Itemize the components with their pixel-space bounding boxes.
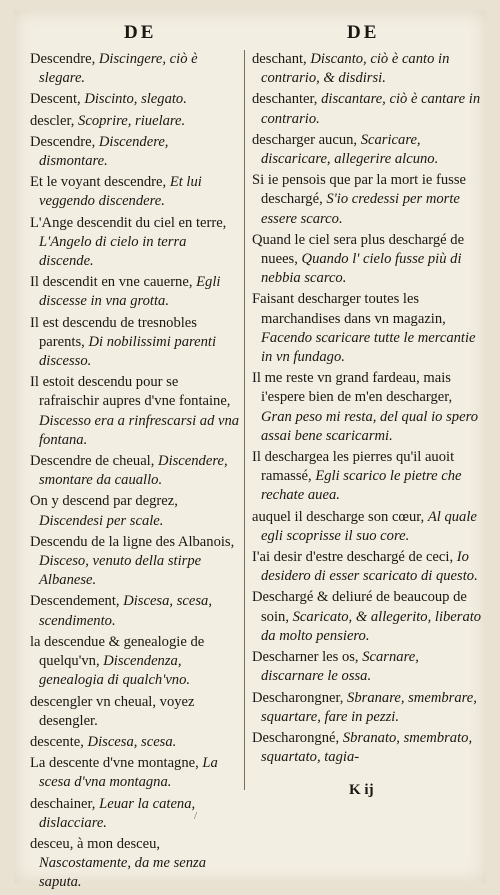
italian-translation: Scaricare, discaricare, allegerire alcuno. — [261, 131, 439, 168]
dictionary-entry — [30, 533, 240, 591]
french-headword: Descharner les os, — [252, 649, 363, 666]
italian-translation: Et lui veggendo discendere. — [39, 174, 202, 210]
left-column — [30, 50, 240, 895]
french-headword: On y descend par degrez, — [30, 493, 178, 510]
french-headword: Faisant descharger toutes les marchandises dans vn magazin, — [252, 291, 446, 327]
dictionary-entry — [30, 50, 240, 88]
dictionary-entry — [252, 50, 482, 88]
french-headword: Descendre, — [30, 133, 99, 150]
dictionary-entry — [252, 588, 482, 646]
italian-translation: Leuar la catena, dislacciare. — [39, 795, 196, 831]
italian-translation: Sbranare, smembrare, squartare, fare in pezzi. — [261, 689, 477, 725]
italian-translation: Io desidero di esser scaricato di questo. — [261, 549, 478, 585]
french-headword: Descharongner, — [252, 689, 348, 706]
french-headword: L'Ange descendit du ciel en terre, — [30, 214, 227, 231]
column-divider — [244, 50, 245, 790]
italian-translation: Discesa, scesa, scendimento. — [39, 593, 212, 629]
italian-translation: Disceso, venuto della stirpe Albanese. — [39, 553, 202, 589]
french-headword: descengler vn cheual, voyez desengler. — [30, 693, 195, 729]
italian-translation: Scaricato, & allegerito, liberato da molto pensiero. — [261, 608, 482, 644]
dictionary-entry — [30, 835, 240, 893]
dictionary-entry — [30, 273, 240, 311]
french-headword: Il deschargea les pierres qu'il auoit ramassé, — [252, 449, 455, 485]
italian-translation: Discesa, scesa. — [87, 733, 177, 750]
french-headword: auquel il descharge son cœur, — [252, 508, 428, 525]
signature-mark: K ij — [349, 782, 374, 798]
italian-translation: discantare, ciò è cantare in contrario. — [261, 91, 481, 127]
italian-translation: Sbranato, smembrato, squartato, tagia- — [261, 729, 473, 766]
dictionary-entry — [30, 633, 240, 691]
italian-translation: Facendo scaricare tutte le mercantie in vn fundago. — [261, 329, 476, 366]
dictionary-entry — [30, 754, 240, 792]
dictionary-entry — [252, 90, 482, 128]
dictionary-entry — [30, 173, 240, 211]
dictionary-entry — [30, 214, 240, 272]
italian-translation: Egli discesse in vna grotta. — [39, 274, 221, 310]
dictionary-entry — [252, 290, 482, 367]
dictionary-entry — [30, 733, 240, 752]
italian-translation: Discendesi per scale. — [39, 512, 164, 529]
italian-translation: Scarnare, discarnare le ossa. — [261, 649, 419, 685]
italian-translation: Discanto, ciò è canto in contrario, & disdirsi. — [261, 51, 450, 87]
french-headword: Deschargé & deliuré de beaucoup de soin, — [252, 589, 467, 625]
running-head-left: DE — [124, 22, 157, 43]
french-headword: descharger aucun, — [252, 131, 361, 148]
dictionary-entry — [252, 548, 482, 586]
french-headword: La descente d'vne montagne, — [30, 755, 203, 772]
italian-translation: Discendenza, genealogia di qualch'vno. — [39, 653, 191, 689]
italian-translation: Discinto, slegato. — [84, 91, 187, 108]
dictionary-entry — [30, 693, 240, 731]
french-headword: descler, — [30, 112, 79, 129]
dictionary-entry — [30, 373, 240, 450]
italian-translation: Egli scarico le pietre che rechate auea. — [261, 468, 462, 504]
dictionary-entry — [252, 369, 482, 446]
french-headword: Et le voyant descendre, — [30, 174, 170, 191]
french-headword: Si ie pensois que par la mort ie fusse deschargé, — [252, 172, 466, 208]
french-headword: Descendre, — [30, 51, 99, 67]
right-column — [252, 50, 482, 769]
italian-translation: Al quale egli scoprisse il suo core. — [261, 508, 477, 544]
italian-translation: Discendere, dismontare. — [39, 133, 169, 170]
italian-translation: Di nobilissimi parenti discesso. — [39, 333, 217, 370]
french-headword: deschanter, — [252, 91, 322, 108]
french-headword: Il me reste vn grand fardeau, mais i'espere bien de m'en descharger, — [252, 370, 453, 406]
dictionary-entry — [30, 452, 240, 490]
dictionary-entry — [252, 508, 482, 546]
dictionary-entry — [252, 729, 482, 767]
french-headword: deschainer, — [30, 795, 100, 812]
italian-translation: Gran peso mi resta, del qual io spero assai bene scaricarmi. — [261, 408, 479, 444]
french-headword: Quand le ciel sera plus deschargé de nuees, — [252, 231, 465, 268]
dictionary-entry — [30, 112, 240, 131]
dictionary-entry — [252, 648, 482, 686]
dictionary-entry — [30, 795, 240, 833]
french-headword: Descent, — [30, 91, 85, 108]
italian-translation: S'io credessi per morte essere scarco. — [261, 191, 460, 227]
dictionary-entry — [30, 90, 240, 109]
french-headword: Il estoit descendu pour se rafraischir aupres d'vne fontaine, — [30, 374, 231, 410]
french-headword: Descendre de cheual, — [30, 453, 159, 470]
italian-translation: La scesa d'vna montagna. — [39, 755, 218, 791]
italian-translation: Discesso era a rinfrescarsi ad vna fontana. — [39, 412, 240, 448]
italian-translation: Nascostamente, da me senza saputa. — [39, 855, 206, 891]
dictionary-entry — [252, 689, 482, 727]
french-headword: Il descendit en vne cauerne, — [30, 274, 197, 291]
dictionary-entry — [30, 492, 240, 530]
dictionary-entry — [252, 171, 482, 229]
dictionary-entry — [252, 131, 482, 169]
french-headword: Il est descendu de tresnobles parents, — [30, 314, 197, 350]
italian-translation: Quando l' cielo fusse più di nebbia scarco. — [261, 251, 462, 287]
dictionary-entry — [30, 133, 240, 171]
running-head-right: DE — [347, 22, 380, 43]
french-headword: Descendu de la ligne des Albanois, — [30, 533, 235, 550]
dictionary-entry — [252, 448, 482, 506]
italian-translation: Discendere, smontare da cauallo. — [39, 453, 228, 489]
french-headword: Descendement, — [30, 593, 124, 610]
book-page — [14, 10, 486, 891]
french-headword: I'ai desir d'estre deschargé de ceci, — [252, 549, 457, 566]
italian-translation: L'Angelo di cielo in terra discende. — [39, 233, 187, 270]
french-headword: la descendue & genealogie de quelqu'vn, — [30, 633, 205, 670]
italian-translation: Discingere, ciò è slegare. — [39, 51, 198, 87]
french-headword: descente, — [30, 733, 88, 750]
dictionary-entry — [30, 592, 240, 630]
french-headword: Descharongné, — [252, 729, 343, 746]
italian-translation: Scoprire, riuelare. — [78, 112, 186, 129]
french-headword: desceu, à mon desceu, — [30, 835, 161, 852]
dictionary-entry — [30, 314, 240, 372]
footer-mark: / — [194, 810, 198, 822]
french-headword: deschant, — [252, 51, 311, 67]
dictionary-entry — [252, 231, 482, 289]
